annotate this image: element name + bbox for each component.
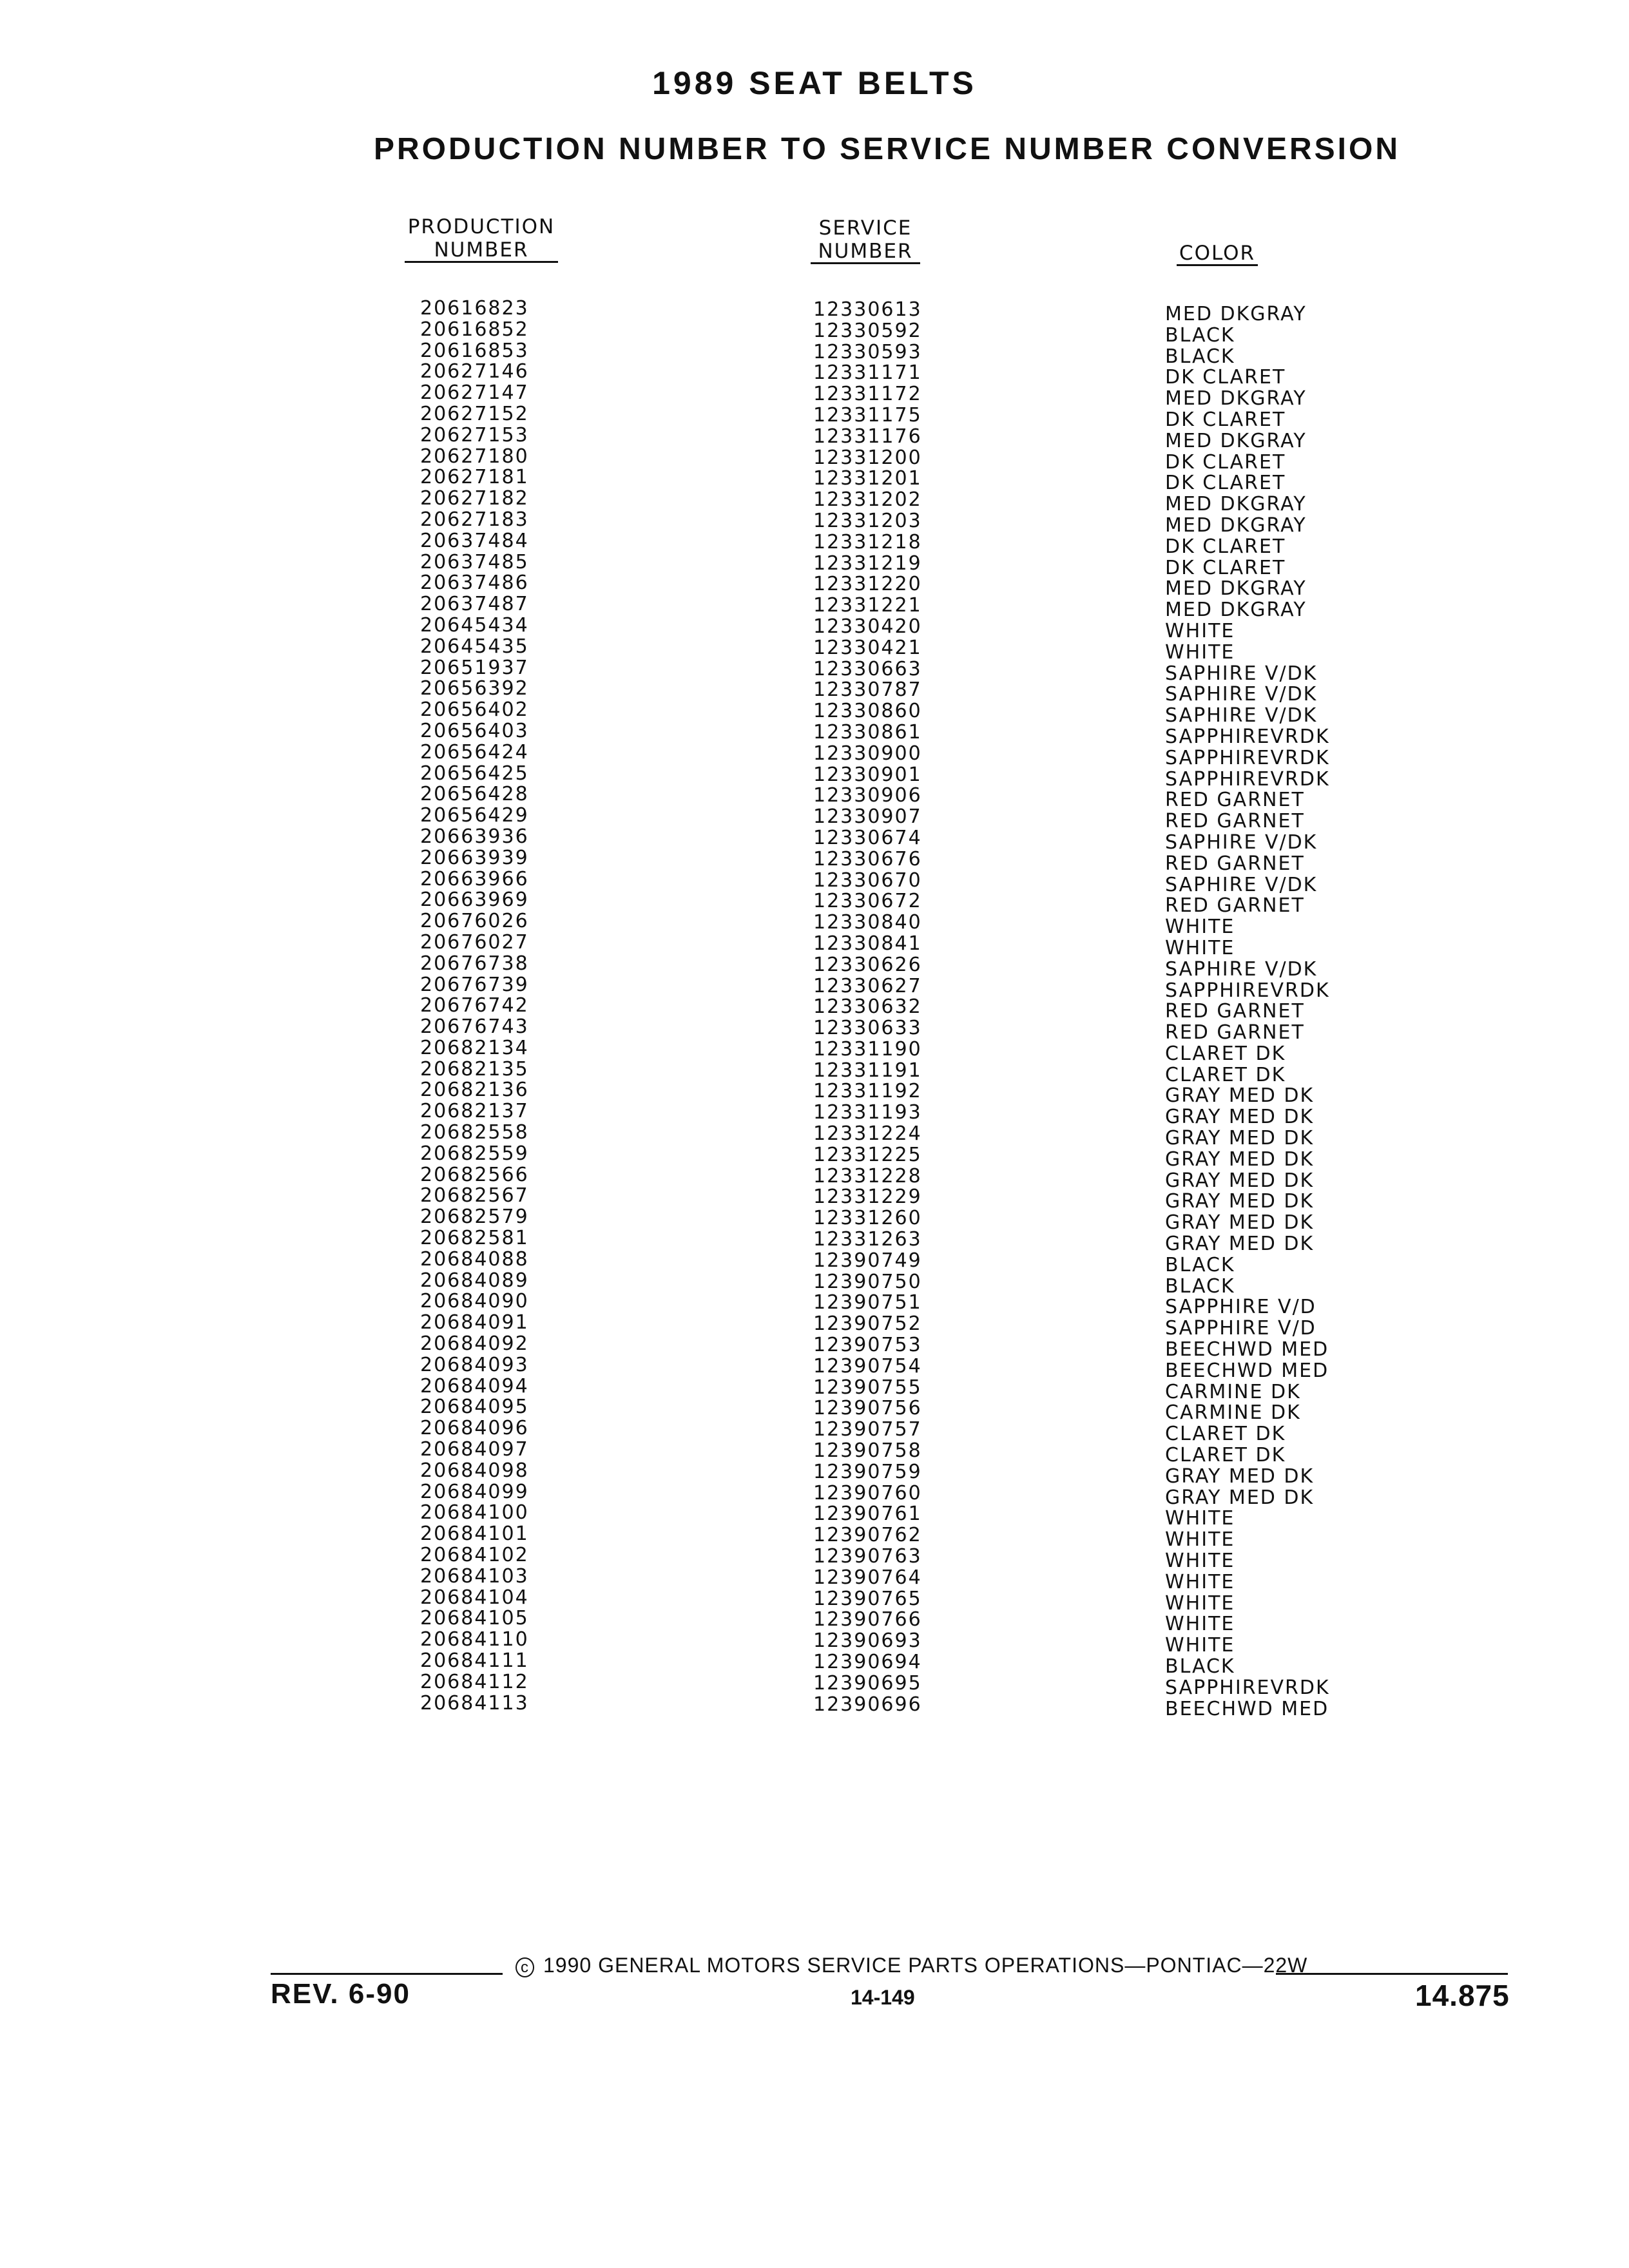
service-number-cell: 12390764: [813, 1566, 922, 1589]
color-cell: BLACK: [1165, 1655, 1235, 1678]
production-number-cell: 20627147: [420, 381, 529, 405]
production-number-cell: 20684102: [420, 1544, 529, 1567]
service-number-cell: 12330674: [813, 826, 922, 849]
production-number-cell: 20682559: [420, 1142, 529, 1165]
production-number-cell: 20656392: [420, 677, 529, 700]
color-cell: WHITE: [1165, 1507, 1235, 1530]
service-number-cell: 12331224: [813, 1122, 922, 1146]
color-cell: BLACK: [1165, 1274, 1235, 1298]
service-number-cell: 12390761: [813, 1503, 922, 1526]
production-number-cell: 20682558: [420, 1121, 529, 1144]
service-number-cell: 12330860: [813, 700, 922, 723]
production-number-cell: 20663966: [420, 867, 529, 890]
color-cell: RED GARNET: [1165, 789, 1305, 812]
color-cell: SAPHIRE V/DK: [1165, 831, 1318, 854]
color-cell: SAPPHIREVRDK: [1165, 979, 1330, 1002]
color-cell: RED GARNET: [1165, 894, 1305, 918]
service-number-cell: 12390753: [813, 1334, 922, 1357]
color-cell: MED DKGRAY: [1165, 599, 1307, 622]
production-number-cell: 20676027: [420, 930, 529, 954]
color-cell: WHITE: [1165, 640, 1235, 664]
service-number-cell: 12331228: [813, 1164, 922, 1187]
color-cell: BLACK: [1165, 323, 1235, 347]
service-number-cell: 12390754: [813, 1354, 922, 1378]
production-number-cell: 20684104: [420, 1586, 529, 1609]
service-number-cell: 12331260: [813, 1207, 922, 1230]
color-cell: GRAY MED DK: [1165, 1465, 1315, 1488]
color-cell: SAPPHIREVRDK: [1165, 746, 1330, 769]
color-cell: GRAY MED DK: [1165, 1486, 1315, 1509]
service-number-cell: 12390763: [813, 1545, 922, 1568]
service-number-cell: 12331200: [813, 446, 922, 469]
production-number-cell: 20645434: [420, 613, 529, 637]
production-number-cell: 20656429: [420, 804, 529, 827]
service-number-cell: 12390696: [813, 1693, 922, 1716]
service-number-cell: 12331193: [813, 1101, 922, 1124]
color-column: [1165, 304, 1330, 1720]
production-number-cell: 20663969: [420, 889, 529, 912]
service-number-cell: 12330787: [813, 678, 922, 702]
color-cell: BEECHWD MED: [1165, 1697, 1329, 1720]
service-number-cell: 12390765: [813, 1587, 922, 1610]
production-number-cell: 20637486: [420, 572, 529, 595]
production-number-cell: 20684103: [420, 1564, 529, 1588]
service-number-column: [813, 300, 922, 1715]
color-cell: SAPPHIRE V/D: [1165, 1317, 1316, 1340]
production-number-cell: 20684088: [420, 1247, 529, 1271]
production-number-cell: 20627182: [420, 487, 529, 510]
copyright-icon: c: [516, 1957, 534, 1977]
color-cell: SAPPHIREVRDK: [1165, 725, 1330, 748]
production-number-cell: 20684097: [420, 1438, 529, 1461]
color-cell: MED DKGRAY: [1165, 493, 1307, 516]
color-cell: WHITE: [1165, 619, 1235, 642]
production-number-cell: 20682567: [420, 1184, 529, 1207]
copyright-text: 1990 GENERAL MOTORS SERVICE PARTS OPERATIONS—PONTIAC—22W: [543, 1954, 1308, 1977]
service-number-cell: 12390752: [813, 1312, 922, 1336]
production-number-cell: 20684089: [420, 1269, 529, 1292]
production-number-cell: 20656402: [420, 698, 529, 722]
production-number-cell: 20682136: [420, 1079, 529, 1102]
service-number-cell: 12330626: [813, 953, 922, 976]
color-cell: GRAY MED DK: [1165, 1190, 1315, 1213]
production-number-cell: 20682566: [420, 1163, 529, 1186]
section-page-reference: 14.875: [1415, 1979, 1510, 2012]
production-number-cell: 20682579: [420, 1206, 529, 1229]
service-number-cell: 12390758: [813, 1439, 922, 1463]
color-cell: CLARET DK: [1165, 1423, 1286, 1446]
service-number-cell: 12390750: [813, 1270, 922, 1293]
column-header-line: COLOR: [1177, 242, 1258, 266]
production-number-cell: 20627180: [420, 445, 529, 468]
production-number-cell: 20637487: [420, 593, 529, 616]
color-cell: MED DKGRAY: [1165, 514, 1307, 537]
service-number-cell: 12330633: [813, 1017, 922, 1040]
footer-rule-right: [1276, 1973, 1508, 1975]
color-cell: DK CLARET: [1165, 556, 1286, 579]
production-number-cell: 20684100: [420, 1501, 529, 1524]
color-cell: WHITE: [1165, 1591, 1235, 1615]
color-cell: WHITE: [1165, 1613, 1235, 1636]
service-number-cell: 12331220: [813, 573, 922, 596]
service-number-cell: 12331221: [813, 594, 922, 617]
revision-label: REV. 6-90: [271, 1978, 410, 2010]
page-title: 1989 SEAT BELTS: [652, 65, 977, 101]
color-cell: CLARET DK: [1165, 1444, 1286, 1467]
service-number-cell: 12330613: [813, 298, 922, 321]
color-cell: RED GARNET: [1165, 1000, 1305, 1023]
service-number-cell: 12330861: [813, 720, 922, 744]
service-number-cell: 12390762: [813, 1524, 922, 1547]
color-cell: DK CLARET: [1165, 535, 1286, 558]
production-number-cell: 20651937: [420, 656, 529, 679]
color-cell: GRAY MED DK: [1165, 1148, 1315, 1171]
production-number-cell: 20616852: [420, 318, 529, 341]
color-cell: DK CLARET: [1165, 408, 1286, 431]
production-number-cell: 20684110: [420, 1628, 529, 1651]
color-cell: SAPPHIREVRDK: [1165, 1676, 1330, 1699]
production-number-cell: 20682134: [420, 1036, 529, 1059]
service-number-cell: 12390695: [813, 1671, 922, 1695]
service-number-cell: 12331263: [813, 1228, 922, 1251]
production-number-cell: 20627181: [420, 466, 529, 489]
color-cell: RED GARNET: [1165, 852, 1305, 875]
color-cell: SAPPHIREVRDK: [1165, 767, 1330, 791]
service-number-cell: 12331229: [813, 1186, 922, 1209]
service-number-cell: 12331190: [813, 1037, 922, 1061]
color-cell: SAPHIRE V/DK: [1165, 704, 1318, 727]
production-number-cell: 20637484: [420, 529, 529, 552]
service-number-cell: 12390757: [813, 1418, 922, 1441]
service-number-cell: 12330841: [813, 932, 922, 955]
color-cell: BEECHWD MED: [1165, 1359, 1329, 1382]
production-number-cell: 20684090: [420, 1290, 529, 1313]
production-number-cell: 20637485: [420, 550, 529, 573]
color-cell: RED GARNET: [1165, 1021, 1305, 1044]
service-number-cell: 12330907: [813, 805, 922, 829]
production-number-cell: 20616823: [420, 297, 529, 320]
service-number-cell: 12331218: [813, 530, 922, 553]
color-cell: WHITE: [1165, 1528, 1235, 1552]
column-header-line: NUMBER: [811, 240, 920, 264]
color-cell: BLACK: [1165, 1253, 1235, 1276]
service-number-cell: 12331225: [813, 1143, 922, 1166]
production-number-cell: 20627152: [420, 402, 529, 425]
production-number-cell: 20684092: [420, 1332, 529, 1356]
production-number-cell: 20684091: [420, 1311, 529, 1334]
production-number-cell: 20684105: [420, 1607, 529, 1630]
service-number-cell: 12331202: [813, 488, 922, 512]
production-number-cell: 20656424: [420, 740, 529, 764]
color-cell: MED DKGRAY: [1165, 387, 1307, 410]
column-header-color: [1177, 241, 1258, 266]
service-number-cell: 12331219: [813, 552, 922, 575]
production-number-cell: 20616853: [420, 339, 529, 362]
color-cell: WHITE: [1165, 936, 1235, 959]
color-cell: DK CLARET: [1165, 450, 1286, 474]
service-number-cell: 12331171: [813, 361, 922, 385]
service-number-cell: 12330840: [813, 911, 922, 934]
color-cell: GRAY MED DK: [1165, 1084, 1315, 1108]
color-cell: MED DKGRAY: [1165, 303, 1307, 325]
column-header-line: PRODUCTION: [407, 215, 555, 238]
production-number-cell: 20684101: [420, 1523, 529, 1546]
production-number-cell: 20676742: [420, 994, 529, 1017]
service-number-cell: 12331191: [813, 1059, 922, 1082]
service-number-cell: 12390755: [813, 1376, 922, 1399]
production-number-cell: 20676738: [420, 952, 529, 975]
page-number: 14-149: [851, 1986, 915, 2009]
color-cell: BEECHWD MED: [1165, 1338, 1329, 1361]
production-number-cell: 20682135: [420, 1057, 529, 1081]
color-cell: MED DKGRAY: [1165, 429, 1307, 452]
service-number-cell: 12390756: [813, 1397, 922, 1420]
production-number-cell: 20684095: [420, 1396, 529, 1419]
color-cell: GRAY MED DK: [1165, 1169, 1315, 1192]
color-cell: WHITE: [1165, 1550, 1235, 1573]
color-cell: CARMINE DK: [1165, 1401, 1301, 1425]
service-number-cell: 12330901: [813, 763, 922, 786]
service-number-cell: 12331203: [813, 509, 922, 532]
production-number-cell: 20656428: [420, 783, 529, 806]
color-cell: GRAY MED DK: [1165, 1127, 1315, 1150]
service-number-cell: 12390760: [813, 1481, 922, 1504]
production-number-cell: 20663936: [420, 825, 529, 848]
color-cell: GRAY MED DK: [1165, 1106, 1315, 1129]
production-number-cell: 20684093: [420, 1353, 529, 1376]
service-number-cell: 12390751: [813, 1291, 922, 1314]
production-number-cell: 20682581: [420, 1227, 529, 1250]
production-number-cell: 20684099: [420, 1480, 529, 1503]
service-number-cell: 12330672: [813, 890, 922, 913]
service-number-cell: 12330627: [813, 974, 922, 997]
production-number-cell: 20684113: [420, 1691, 529, 1715]
production-number-cell: 20656403: [420, 719, 529, 742]
service-number-cell: 12330900: [813, 742, 922, 765]
color-cell: WHITE: [1165, 1634, 1235, 1657]
column-header-production-number: [405, 216, 558, 263]
service-number-cell: 12390766: [813, 1608, 922, 1631]
service-number-cell: 12330420: [813, 615, 922, 638]
production-number-cell: 20627146: [420, 360, 529, 383]
production-number-cell: 20684094: [420, 1374, 529, 1398]
service-number-cell: 12330421: [813, 636, 922, 659]
color-cell: SAPHIRE V/DK: [1165, 957, 1318, 981]
page-subtitle: PRODUCTION NUMBER TO SERVICE NUMBER CONVERSION: [374, 132, 1401, 166]
service-number-cell: 12390693: [813, 1629, 922, 1653]
production-number-cell: 20682137: [420, 1100, 529, 1123]
service-number-cell: 12331192: [813, 1080, 922, 1103]
color-cell: SAPHIRE V/DK: [1165, 662, 1318, 685]
color-cell: DK CLARET: [1165, 366, 1286, 389]
production-number-cell: 20684098: [420, 1459, 529, 1482]
service-number-cell: 12331201: [813, 467, 922, 490]
color-cell: GRAY MED DK: [1165, 1233, 1315, 1256]
color-cell: CLARET DK: [1165, 1042, 1286, 1065]
service-number-cell: 12330670: [813, 869, 922, 892]
service-number-cell: 12331176: [813, 425, 922, 448]
production-number-cell: 20676743: [420, 1015, 529, 1039]
color-cell: SAPHIRE V/DK: [1165, 683, 1318, 706]
column-header-line: SERVICE: [818, 216, 912, 240]
service-number-cell: 12330592: [813, 319, 922, 342]
color-cell: BLACK: [1165, 345, 1235, 368]
production-number-cell: 20676739: [420, 973, 529, 996]
service-number-cell: 12330632: [813, 995, 922, 1019]
service-number-cell: 12390694: [813, 1651, 922, 1673]
column-header-line: NUMBER: [405, 239, 558, 263]
service-number-cell: 12330593: [813, 340, 922, 363]
column-header-service-number: [811, 217, 920, 264]
production-number-cell: 20684112: [420, 1670, 529, 1693]
production-number-cell: 20627153: [420, 423, 529, 447]
color-cell: GRAY MED DK: [1165, 1211, 1315, 1235]
production-number-cell: 20663939: [420, 846, 529, 869]
footer-rule-left: [271, 1973, 503, 1975]
service-number-cell: 12330663: [813, 657, 922, 680]
color-cell: MED DKGRAY: [1165, 577, 1307, 601]
service-number-cell: 12390749: [813, 1249, 922, 1272]
service-number-cell: 12331172: [813, 383, 922, 406]
color-cell: SAPHIRE V/DK: [1165, 873, 1318, 896]
color-cell: SAPPHIRE V/D: [1165, 1296, 1316, 1319]
service-number-cell: 12330676: [813, 847, 922, 870]
service-number-cell: 12331175: [813, 403, 922, 427]
production-number-cell: 20676026: [420, 910, 529, 933]
color-cell: WHITE: [1165, 1570, 1235, 1593]
production-number-cell: 20627183: [420, 508, 529, 531]
production-number-cell: 20684111: [420, 1649, 529, 1672]
service-number-cell: 12390759: [813, 1460, 922, 1483]
color-cell: WHITE: [1165, 916, 1235, 939]
color-cell: RED GARNET: [1165, 810, 1305, 833]
production-number-column: [420, 298, 529, 1714]
color-cell: CLARET DK: [1165, 1063, 1286, 1086]
footer-copyright: [516, 1954, 1308, 1977]
production-number-cell: 20656425: [420, 762, 529, 785]
production-number-cell: 20684096: [420, 1417, 529, 1440]
production-number-cell: 20645435: [420, 635, 529, 658]
service-number-cell: 12330906: [813, 784, 922, 807]
color-cell: CARMINE DK: [1165, 1380, 1301, 1403]
color-cell: DK CLARET: [1165, 472, 1286, 495]
